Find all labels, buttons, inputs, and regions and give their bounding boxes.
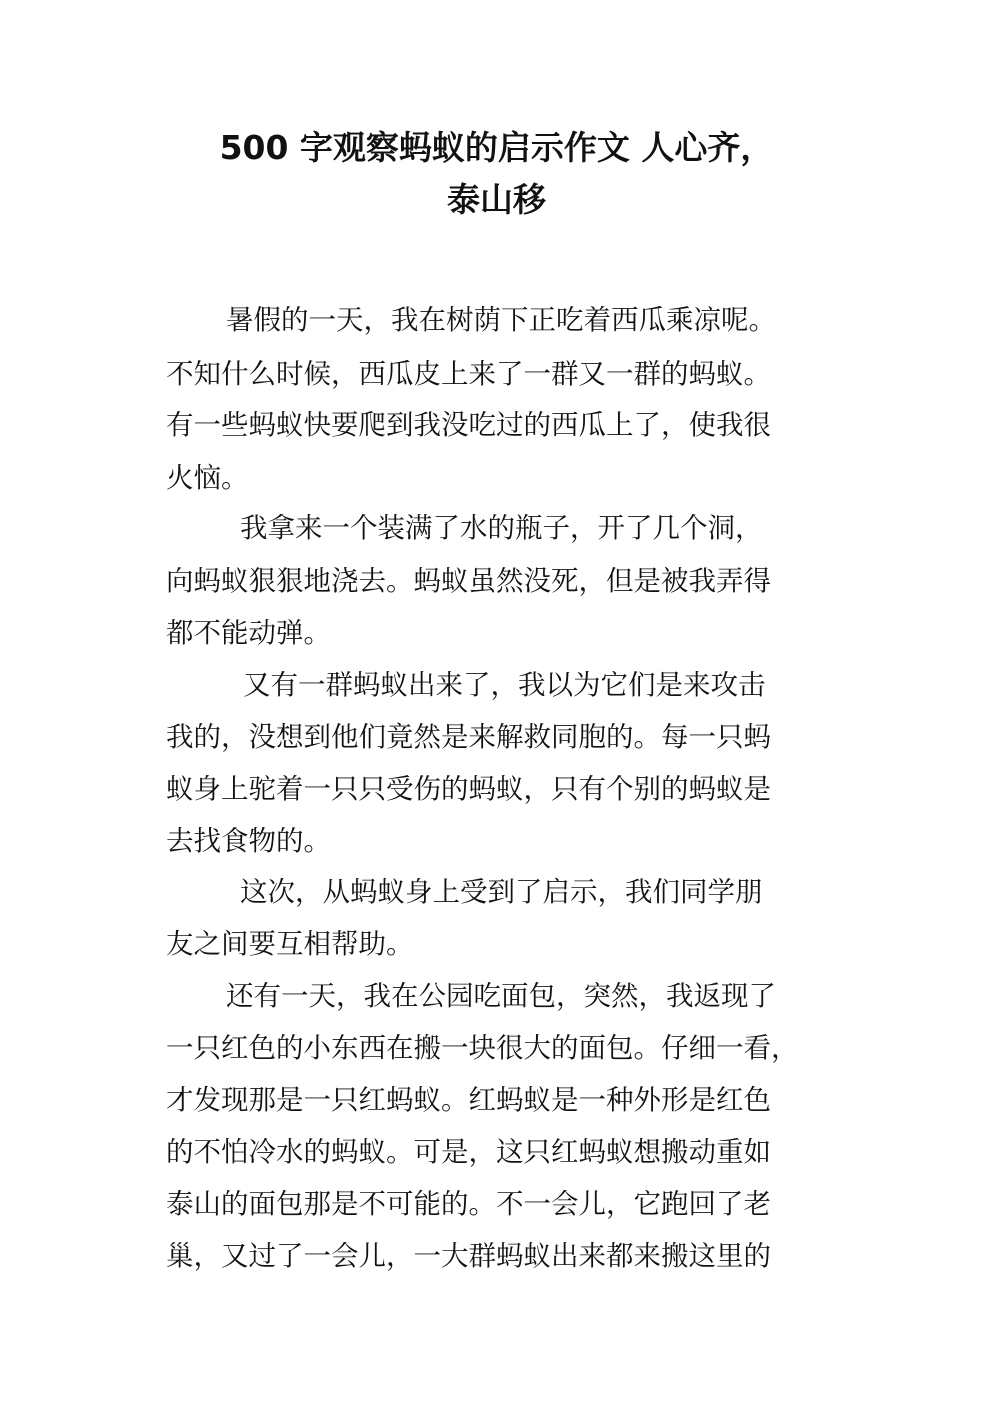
body-line: 的不怕冷水的蚂蚁。可是，这只红蚂蚁想搬动重如 — [166, 1136, 771, 1168]
body-line: 还有一天，我在公园吃面包，突然，我返现了 — [226, 980, 776, 1012]
body-line: 向蚂蚁狠狠地浇去。蚂蚁虽然没死，但是被我弄得 — [166, 565, 771, 597]
body-line: 不知什么时候，西瓜皮上来了一群又一群的蚂蚁。 — [166, 358, 771, 390]
body-line: 暑假的一天，我在树荫下正吃着西瓜乘凉呢。 — [226, 304, 776, 336]
body-line: 巢，又过了一会儿，一大群蚂蚁出来都来搬这里的 — [166, 1240, 771, 1272]
body-line: 火恼。 — [166, 462, 249, 494]
body-line: 一只红色的小东西在搬一块很大的面包。仔细一看， — [166, 1032, 799, 1064]
body-line: 这次，从蚂蚁身上受到了启示，我们同学朋 — [240, 876, 763, 908]
body-line: 泰山的面包那是不可能的。不一会儿，它跑回了老 — [166, 1188, 771, 1220]
body-line: 我拿来一个装满了水的瓶子，开了几个洞， — [240, 512, 763, 544]
document-title-line-1: 500 字观察蚂蚁的启示作文 人心齐， — [219, 128, 774, 167]
body-line: 友之间要互相帮助。 — [166, 928, 414, 960]
document-title-line-2: 泰山移 — [447, 180, 546, 219]
body-line: 有一些蚂蚁快要爬到我没吃过的西瓜上了，使我很 — [166, 409, 771, 441]
body-line: 又有一群蚂蚁出来了，我以为它们是来攻击 — [243, 669, 766, 701]
body-line: 都不能动弹。 — [166, 617, 331, 649]
body-line: 才发现那是一只红蚂蚁。红蚂蚁是一种外形是红色 — [166, 1084, 771, 1116]
body-line: 我的，没想到他们竟然是来解救同胞的。每一只蚂 — [166, 721, 771, 753]
body-line: 蚁身上驼着一只只受伤的蚂蚁，只有个别的蚂蚁是 — [166, 773, 771, 805]
body-line: 去找食物的。 — [166, 825, 331, 857]
